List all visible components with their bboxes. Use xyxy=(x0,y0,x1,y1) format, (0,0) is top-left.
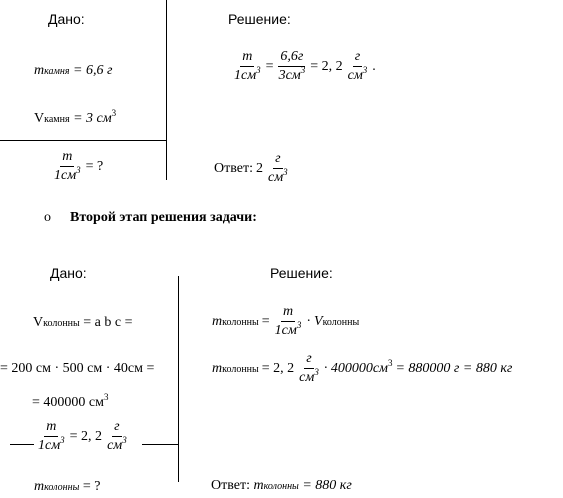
given-header-1: Дано: xyxy=(48,11,85,27)
given-volume-column: Vколонны = a b c = xyxy=(33,315,133,330)
answer-1: Ответ: 2 $\frac{г}{см^3}$ xyxy=(214,151,288,185)
given-volume-column-calc: = 200 см · 500 см · 40см = xyxy=(0,361,155,376)
given-density-column: $\frac{m}{1см^3}$ = 2, 2 $\frac{г}{см^3}$ xyxy=(38,419,127,453)
given-separator-left xyxy=(10,444,34,445)
solution-header-2: Решение: xyxy=(270,265,333,281)
given-volume-column-result: = 400000 $см^3$ xyxy=(32,392,109,410)
find-density-1: $\frac{m}{1см^3}$ = ? xyxy=(54,149,104,183)
given-mass-stone: mкамня = 6,6 г xyxy=(34,63,113,78)
vertical-divider-1 xyxy=(166,0,167,180)
stage2-bullet: o xyxy=(44,210,51,225)
solution-formula-calc: mколонны = 2, 2 $\frac{г}{см^3}$ · $400000см^3$ = 880000 г = 880 кг xyxy=(212,351,513,385)
given-separator-right xyxy=(142,444,178,445)
find-mass-column: mколонны = ? xyxy=(34,479,101,494)
given-volume-stone: Vкамня = 3 $см^3$ xyxy=(34,108,117,126)
vertical-divider-2 xyxy=(178,276,179,482)
solution-formula-1: $\frac{m}{1см^3}$ = $\frac{6,6г}{3см^3}$ = 2, 2 $\frac{г}{см^3}$ . xyxy=(234,49,376,83)
given-header-2: Дано: xyxy=(50,265,87,281)
horizontal-divider-1 xyxy=(0,140,166,141)
solution-formula-mass: mколонны = $\frac{m}{1см^3}$ · Vколонны xyxy=(212,304,360,338)
stage2-title: Второй этап решения задачи: xyxy=(70,210,257,225)
answer-2: Ответ: mколонны = 880 кг xyxy=(211,478,352,493)
solution-header-1: Решение: xyxy=(228,11,291,27)
